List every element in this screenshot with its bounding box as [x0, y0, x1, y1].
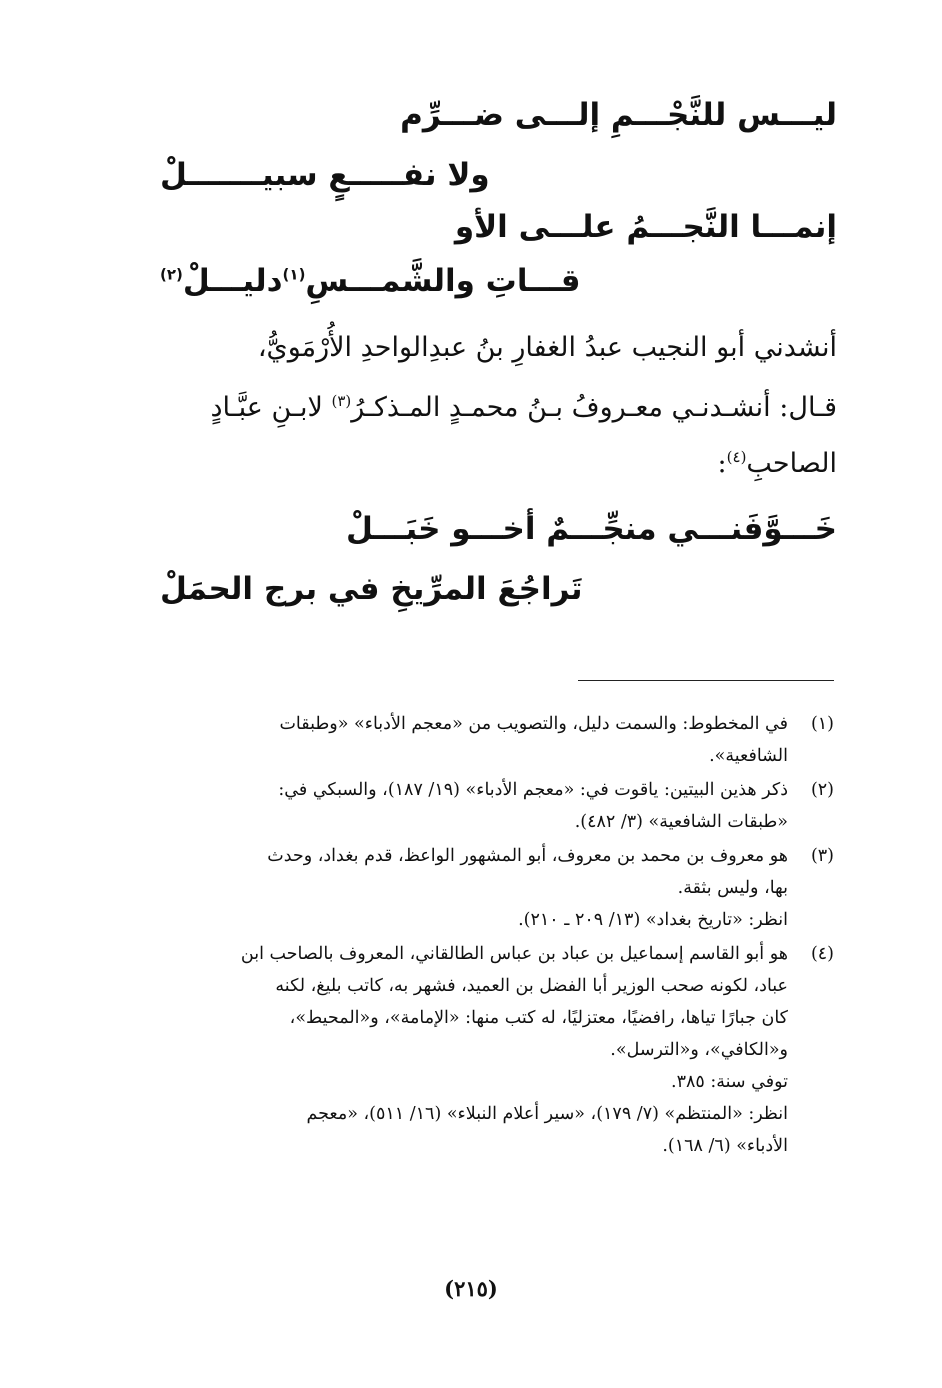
verse-1-second-hemistich: ولا نفـــــعٍ سبيـــــــلْ	[160, 157, 490, 193]
prose-line-3-text: الصاحبِ	[746, 448, 837, 479]
prose-line-3	[157, 446, 837, 481]
verse-2-second-hemistich-part-a: قـــاتِ والشَّمـــسِ	[305, 263, 581, 299]
verse-2-second-hemistich-part-b: دليـــلْ	[182, 263, 283, 299]
verse-3-second-hemistich: تَراجُعَ المرِّيخِ في برج الحمَلْ	[160, 571, 583, 607]
footnote-ref-1: (١)	[282, 265, 306, 284]
verse-3-first-hemistich: خَـــوَّفَنـــي منجِّـــمٌ أخـــو خَبَـــلْ	[346, 511, 837, 547]
footnote-ref-3: (٣)	[331, 392, 352, 410]
footnote-2	[158, 774, 834, 838]
page-number: (٢١٥)	[444, 1276, 498, 1301]
verse-1-first-hemistich: ليـــس للنَّجْـــمِ إلـــى ضـــرِّم	[400, 97, 837, 133]
footnote-line: انظر: «المنتظم» (٧/ ١٧٩)، «سير أعلام النبلاء» (١٦/ ٥١١)، «معجم	[306, 1104, 788, 1124]
footnote-line: بها، وليس بثقة.	[677, 878, 788, 898]
prose-line-1: أنشدني أبو النجيب عبدُ الغفارِ بنُ عبدِالواحدِ الأُرْمَويُّ،	[257, 332, 837, 363]
prose-line-3-colon: :	[717, 448, 727, 479]
footnote-1	[158, 708, 834, 772]
prose-line-2	[157, 390, 837, 425]
footnote-line: انظر: «تاريخ بغداد» (١٣/ ٢٠٩ ـ ٢١٠).	[518, 910, 788, 930]
footnote-separator-rule	[578, 680, 834, 681]
footnote-number: (١)	[810, 714, 834, 734]
footnotes-section	[158, 708, 834, 1164]
footnote-line: توفي سنة: ٣٨٥.	[671, 1072, 788, 1092]
footnote-line: الشافعية».	[709, 746, 788, 766]
footnote-line: في المخطوط: والسمت دليل، والتصويب من «معجم الأدباء» «وطبقات	[279, 714, 788, 734]
footnote-ref-4: (٤)	[726, 448, 747, 466]
footnote-number: (٢)	[810, 780, 834, 800]
prose-line-2-a: قـال: أنشـدنـي معـروفُ بـنُ محمـدٍ المـذكـرُ	[351, 392, 837, 423]
footnote-ref-2: (٢)	[160, 265, 183, 284]
footnote-number: (٤)	[810, 944, 834, 964]
verse-2-second-hemistich	[160, 262, 581, 301]
footnote-line: و«الكافي»، و«الترسل».	[610, 1040, 788, 1060]
footnote-line: ذكر هذين البيتين: ياقوت في: «معجم الأدباء» (١٩/ ١٨٧)، والسبكي في:	[278, 780, 788, 800]
prose-line-2-b: لابـنِ عبَّـادٍ	[210, 392, 332, 423]
footnote-line: عباد، لكونه صحب الوزير أبا الفضل بن العميد، فشهر به، كاتب بليغ، لكنه	[275, 976, 788, 996]
footnote-line: هو معروف بن محمد بن معروف، أبو المشهور الواعظ، قدم بغداد، وحدث	[267, 846, 788, 866]
footnote-line: «طبقات الشافعية» (٣/ ٤٨٢).	[574, 812, 788, 832]
footnote-number: (٣)	[810, 846, 834, 866]
footnote-4	[158, 938, 834, 1162]
footnote-line: كان جبارًا تياها، رافضيًا، معتزليًا، له كتب منها: «الإمامة»، و«المحيط»،	[289, 1008, 788, 1028]
footnote-line: الأدباء» (٦/ ١٦٨).	[662, 1136, 788, 1156]
footnote-line: هو أبو القاسم إسماعيل بن عباد بن عباس الطالقاني، المعروف بالصاحب ابن	[240, 944, 788, 964]
verse-2-first-hemistich: إنمـــا النَّجـــمُ علـــى الأو	[454, 209, 837, 245]
footnote-3	[158, 840, 834, 936]
